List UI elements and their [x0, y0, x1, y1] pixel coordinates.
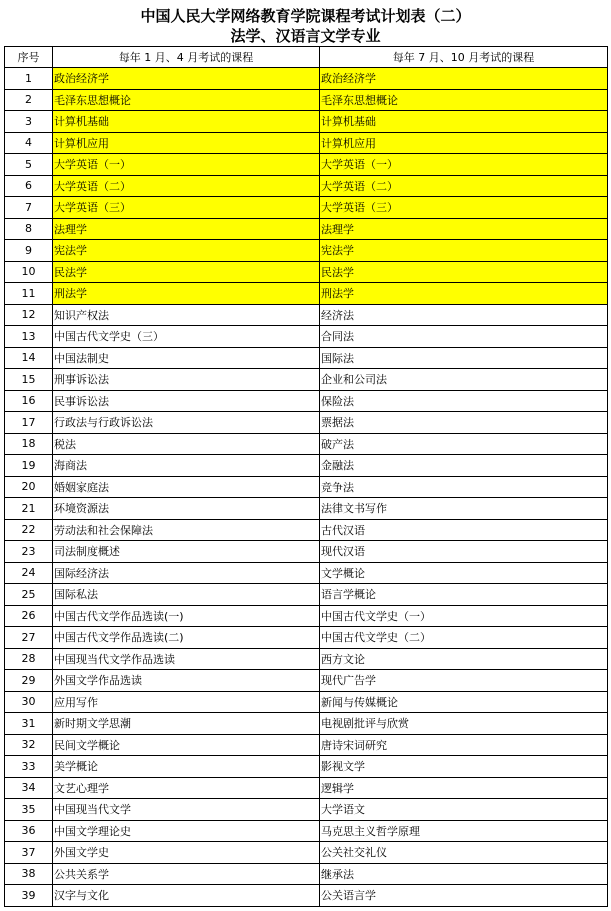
table-row	[5, 175, 608, 197]
row-number: 36	[5, 820, 53, 842]
row-number: 29	[5, 670, 53, 692]
course-jul-oct: 大学英语（一）	[320, 154, 608, 176]
table-row	[5, 627, 608, 649]
row-number: 5	[5, 154, 53, 176]
row-number: 7	[5, 197, 53, 219]
row-number: 13	[5, 326, 53, 348]
table-row	[5, 154, 608, 176]
row-number: 17	[5, 412, 53, 434]
course-jul-oct: 民法学	[320, 261, 608, 283]
course-jul-oct: 唐诗宋词研究	[320, 734, 608, 756]
table-row	[5, 326, 608, 348]
table-row	[5, 777, 608, 799]
table-row	[5, 433, 608, 455]
course-jul-oct: 马克思主义哲学原理	[320, 820, 608, 842]
table-row	[5, 670, 608, 692]
course-jan-apr: 大学英语（三）	[53, 197, 320, 219]
row-number: 28	[5, 648, 53, 670]
course-jul-oct: 中国古代文学史（一）	[320, 605, 608, 627]
course-jul-oct: 毛泽东思想概论	[320, 89, 608, 111]
course-jan-apr: 国际私法	[53, 584, 320, 606]
course-jan-apr: 汉字与文化	[53, 885, 320, 907]
table-row	[5, 734, 608, 756]
course-jul-oct: 文学概论	[320, 562, 608, 584]
row-number: 12	[5, 304, 53, 326]
table-row	[5, 498, 608, 520]
course-jan-apr: 中国现当代文学	[53, 799, 320, 821]
table-row	[5, 240, 608, 262]
row-number: 8	[5, 218, 53, 240]
course-jul-oct: 现代广告学	[320, 670, 608, 692]
table-row	[5, 197, 608, 219]
exam-schedule-table	[4, 46, 608, 907]
table-row	[5, 261, 608, 283]
table-body	[5, 68, 608, 907]
course-jul-oct: 中国古代文学史（二）	[320, 627, 608, 649]
course-jul-oct: 大学英语（二）	[320, 175, 608, 197]
course-jan-apr: 刑事诉讼法	[53, 369, 320, 391]
row-number: 3	[5, 111, 53, 133]
course-jul-oct: 法理学	[320, 218, 608, 240]
course-jul-oct: 大学语文	[320, 799, 608, 821]
course-jul-oct: 大学英语（三）	[320, 197, 608, 219]
course-jul-oct: 计算机应用	[320, 132, 608, 154]
course-jan-apr: 政治经济学	[53, 68, 320, 90]
row-number: 20	[5, 476, 53, 498]
course-jan-apr: 中国古代文学作品选读(二)	[53, 627, 320, 649]
course-jan-apr: 新时期文学思潮	[53, 713, 320, 735]
course-jan-apr: 行政法与行政诉讼法	[53, 412, 320, 434]
course-jul-oct: 合同法	[320, 326, 608, 348]
header-jul-oct: 每年 7 月、10 月考试的课程	[320, 47, 608, 68]
course-jan-apr: 民间文学概论	[53, 734, 320, 756]
course-jul-oct: 法律文书写作	[320, 498, 608, 520]
row-number: 14	[5, 347, 53, 369]
table-row	[5, 283, 608, 305]
course-jan-apr: 法理学	[53, 218, 320, 240]
course-jul-oct: 国际法	[320, 347, 608, 369]
course-jan-apr: 文艺心理学	[53, 777, 320, 799]
table-row	[5, 885, 608, 907]
row-number: 21	[5, 498, 53, 520]
course-jul-oct: 影视文学	[320, 756, 608, 778]
course-jul-oct: 新闻与传媒概论	[320, 691, 608, 713]
course-jul-oct: 政治经济学	[320, 68, 608, 90]
course-jul-oct: 计算机基础	[320, 111, 608, 133]
table-row	[5, 691, 608, 713]
table-row	[5, 820, 608, 842]
course-jul-oct: 公关社交礼仪	[320, 842, 608, 864]
row-number: 26	[5, 605, 53, 627]
table-row	[5, 541, 608, 563]
table-row	[5, 605, 608, 627]
table-row	[5, 863, 608, 885]
row-number: 11	[5, 283, 53, 305]
course-jul-oct: 企业和公司法	[320, 369, 608, 391]
course-jan-apr: 中国古代文学作品选读(一)	[53, 605, 320, 627]
row-number: 30	[5, 691, 53, 713]
table-row	[5, 111, 608, 133]
row-number: 1	[5, 68, 53, 90]
table-header-row	[5, 47, 608, 68]
table-row	[5, 132, 608, 154]
course-jul-oct: 票据法	[320, 412, 608, 434]
row-number: 37	[5, 842, 53, 864]
course-jan-apr: 知识产权法	[53, 304, 320, 326]
table-row	[5, 89, 608, 111]
course-jul-oct: 竞争法	[320, 476, 608, 498]
table-row	[5, 304, 608, 326]
course-jan-apr: 美学概论	[53, 756, 320, 778]
row-number: 33	[5, 756, 53, 778]
course-jan-apr: 民事诉讼法	[53, 390, 320, 412]
course-jan-apr: 司法制度概述	[53, 541, 320, 563]
table-row	[5, 756, 608, 778]
course-jan-apr: 环境资源法	[53, 498, 320, 520]
header-no: 序号	[5, 47, 53, 68]
table-row	[5, 842, 608, 864]
course-jul-oct: 电视剧批评与欣赏	[320, 713, 608, 735]
course-jul-oct: 金融法	[320, 455, 608, 477]
course-jan-apr: 毛泽东思想概论	[53, 89, 320, 111]
course-jul-oct: 逻辑学	[320, 777, 608, 799]
course-jan-apr: 外国文学作品选读	[53, 670, 320, 692]
course-jan-apr: 刑法学	[53, 283, 320, 305]
sheet-title: 中国人民大学网络教育学院课程考试计划表（二）	[140, 7, 471, 25]
course-jan-apr: 大学英语（一）	[53, 154, 320, 176]
course-jul-oct: 古代汉语	[320, 519, 608, 541]
course-jan-apr: 海商法	[53, 455, 320, 477]
course-jul-oct: 刑法学	[320, 283, 608, 305]
table-row	[5, 347, 608, 369]
course-jan-apr: 外国文学史	[53, 842, 320, 864]
table-row	[5, 476, 608, 498]
course-jul-oct: 经济法	[320, 304, 608, 326]
row-number: 6	[5, 175, 53, 197]
course-jan-apr: 应用写作	[53, 691, 320, 713]
row-number: 34	[5, 777, 53, 799]
course-jan-apr: 民法学	[53, 261, 320, 283]
table-row	[5, 218, 608, 240]
row-number: 31	[5, 713, 53, 735]
course-jan-apr: 中国现当代文学作品选读	[53, 648, 320, 670]
course-jan-apr: 中国古代文学史（三）	[53, 326, 320, 348]
table-row	[5, 455, 608, 477]
table-row	[5, 584, 608, 606]
row-number: 22	[5, 519, 53, 541]
course-jan-apr: 公共关系学	[53, 863, 320, 885]
header-jan-apr: 每年 1 月、4 月考试的课程	[53, 47, 320, 68]
row-number: 23	[5, 541, 53, 563]
row-number: 25	[5, 584, 53, 606]
table-row	[5, 713, 608, 735]
course-jul-oct: 继承法	[320, 863, 608, 885]
table-row	[5, 412, 608, 434]
row-number: 27	[5, 627, 53, 649]
table-row	[5, 369, 608, 391]
course-jul-oct: 破产法	[320, 433, 608, 455]
course-jul-oct: 现代汉语	[320, 541, 608, 563]
table-row	[5, 648, 608, 670]
row-number: 18	[5, 433, 53, 455]
course-jan-apr: 中国法制史	[53, 347, 320, 369]
table-row	[5, 390, 608, 412]
row-number: 2	[5, 89, 53, 111]
row-number: 15	[5, 369, 53, 391]
course-jul-oct: 西方文论	[320, 648, 608, 670]
course-jan-apr: 计算机基础	[53, 111, 320, 133]
sheet-subtitle: 法学、汉语言文学专业	[230, 27, 381, 45]
row-number: 19	[5, 455, 53, 477]
row-number: 35	[5, 799, 53, 821]
row-number: 24	[5, 562, 53, 584]
course-jan-apr: 计算机应用	[53, 132, 320, 154]
table-row	[5, 799, 608, 821]
table-row	[5, 68, 608, 90]
course-jul-oct: 宪法学	[320, 240, 608, 262]
course-jul-oct: 保险法	[320, 390, 608, 412]
course-jul-oct: 公关语言学	[320, 885, 608, 907]
course-jan-apr: 中国文学理论史	[53, 820, 320, 842]
course-jan-apr: 婚姻家庭法	[53, 476, 320, 498]
course-jan-apr: 税法	[53, 433, 320, 455]
course-jan-apr: 宪法学	[53, 240, 320, 262]
course-jan-apr: 国际经济法	[53, 562, 320, 584]
row-number: 9	[5, 240, 53, 262]
row-number: 32	[5, 734, 53, 756]
row-number: 16	[5, 390, 53, 412]
table-row	[5, 519, 608, 541]
row-number: 10	[5, 261, 53, 283]
row-number: 38	[5, 863, 53, 885]
course-jul-oct: 语言学概论	[320, 584, 608, 606]
row-number: 39	[5, 885, 53, 907]
row-number: 4	[5, 132, 53, 154]
course-jan-apr: 劳动法和社会保障法	[53, 519, 320, 541]
course-jan-apr: 大学英语（二）	[53, 175, 320, 197]
table-row	[5, 562, 608, 584]
